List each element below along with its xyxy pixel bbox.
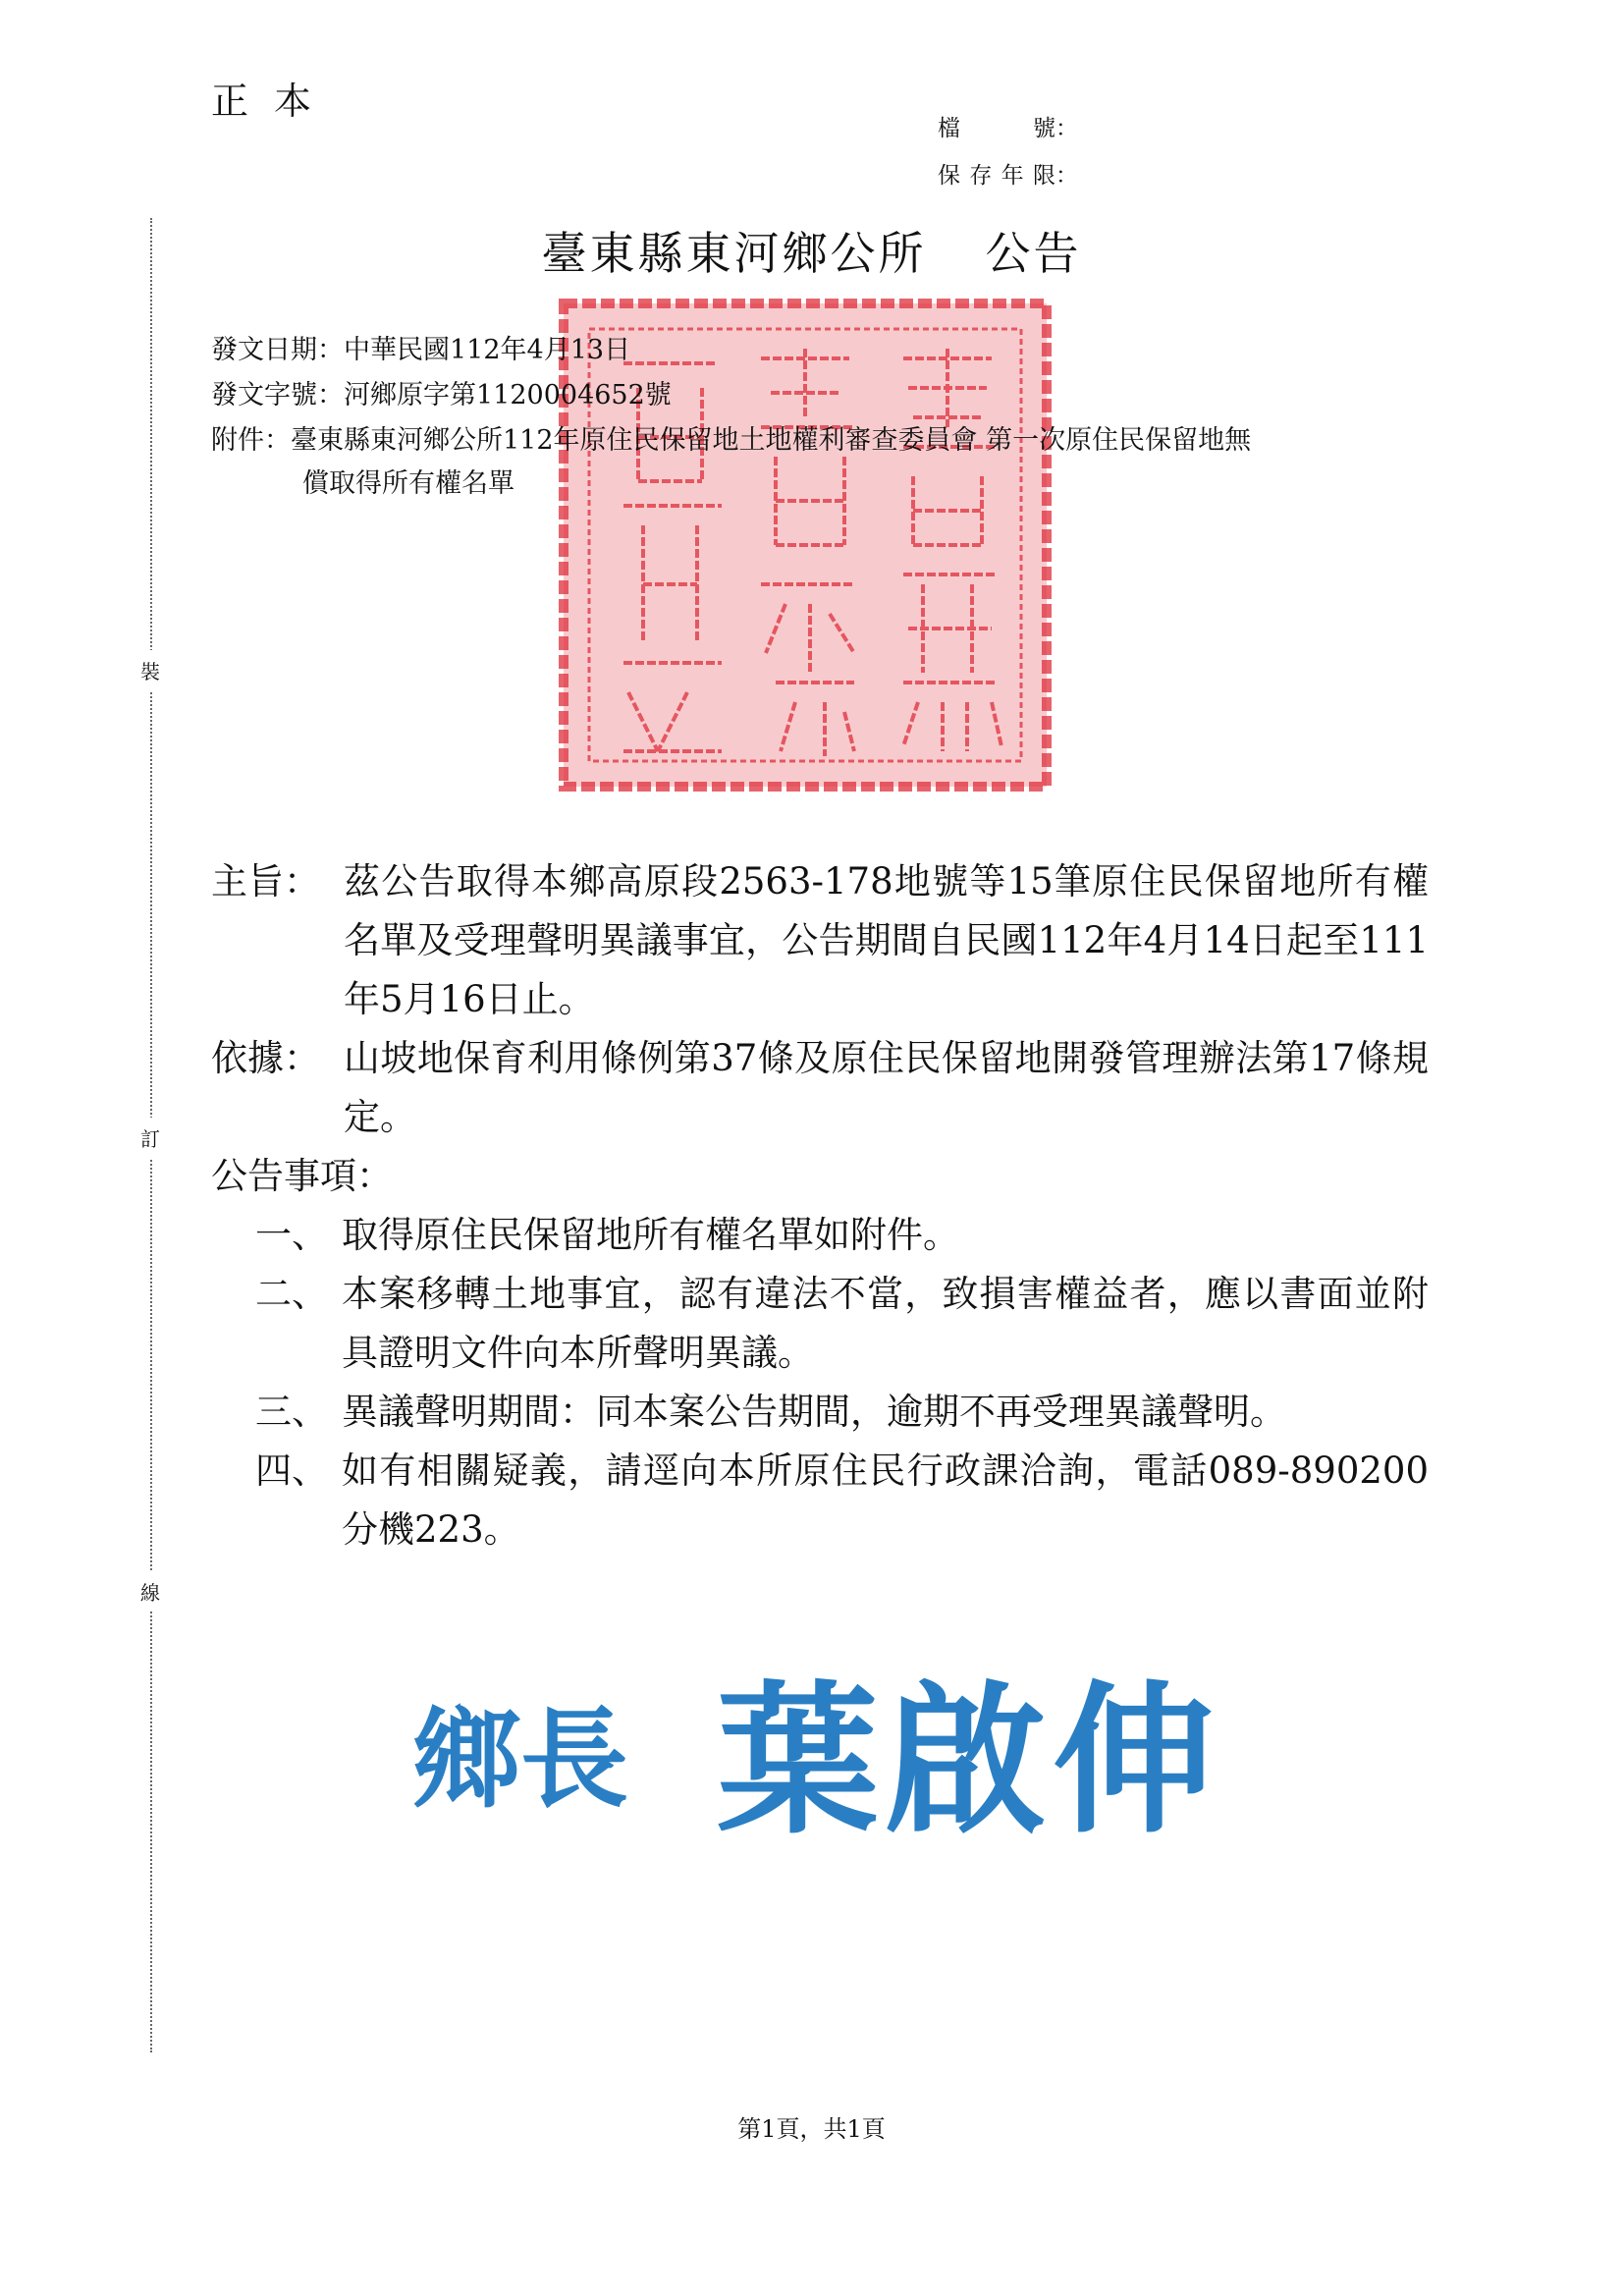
notice-item [255,1265,1429,1383]
binding-mark-staple: 訂 [139,1118,161,1158]
notice-item-text: 本案移轉土地事宜，認有違法不當，致損害權益者，應以書面並附具證明文件向本所聲明異議。 [342,1273,1429,1374]
page-indicator: 第1頁，共1頁 [737,2115,886,2143]
subject-section [211,852,1429,1029]
notice-item [255,1206,1429,1265]
issuing-org: 臺東縣東河鄉公所 [541,227,927,280]
issue-date: 發文日期：中華民國112年4月13日 [211,335,631,365]
signature-title: 鄉長 [412,1696,628,1823]
copy-mark: 正本 [211,80,338,123]
binding-mark-line: 線 [139,1571,161,1612]
notice-heading: 公告事項： [211,1155,393,1197]
official-seal [550,290,1060,800]
subject-label: 主旨： [211,860,320,902]
notice-item [255,1383,1429,1442]
notice-item-text: 取得原住民保留地所有權名單如附件。 [342,1214,959,1256]
notice-item [255,1442,1429,1559]
retention-label: 保存年限： [938,163,1078,189]
notice-item-number: 二、 [255,1273,328,1315]
notice-item-number: 一、 [255,1214,328,1256]
notice-item-number: 四、 [255,1449,328,1492]
attachment-line: 附件：臺東縣東河鄉公所112年原住民保留地土地權利審查委員會 第一次原住民保留地無 [211,425,1252,456]
notice-item-text: 異議聲明期間：同本案公告期間，逾期不再受理異議聲明。 [342,1391,1286,1433]
binding-mark-bind: 裝 [139,650,161,690]
notice-item-text: 如有相關疑義，請逕向本所原住民行政課洽詢，電話089-890200分機223。 [342,1449,1429,1551]
basis-label: 依據： [211,1037,320,1079]
subject-text: 茲公告取得本鄉高原段2563-178地號等15筆原住民保留地所有權名單及受理聲明異議事宜，公告期間自民國112年4月14日起至111年5月16日止。 [344,860,1429,1020]
chief-signature-stamp [412,1660,1237,1846]
document-title [0,218,1623,283]
basis-section [211,1029,1429,1147]
document-number: 發文字號：河鄉原字第1120004652號 [211,380,672,410]
file-number-label: 檔號： [938,116,1078,141]
notice-item-number: 三、 [255,1391,328,1433]
document-type: 公告 [985,227,1082,280]
signature-name: 葉啟伸 [717,1665,1220,1846]
basis-text: 山坡地保育利用條例第37條及原住民保留地開發管理辦法第17條規定。 [344,1037,1429,1138]
attachment-line-cont: 償取得所有權名單 [302,468,514,499]
